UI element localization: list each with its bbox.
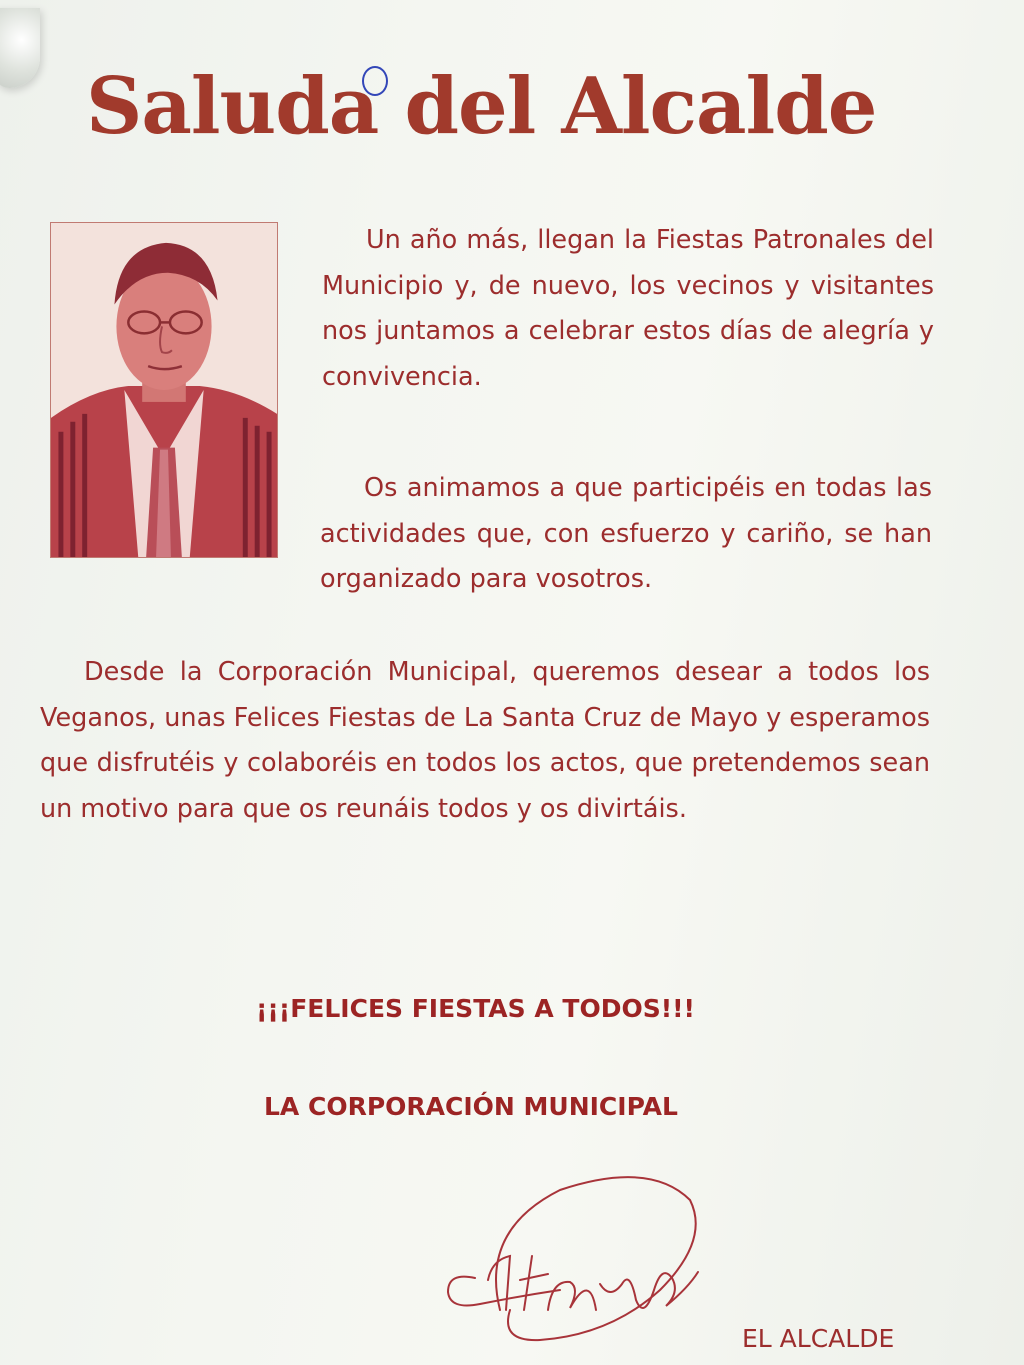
paragraph-invitation: Os animamos a que participéis en todas las actividades que, con esfuerzo y cariño, se han organizado para vosotros. [320, 473, 932, 594]
handwritten-correction-o [362, 66, 388, 96]
signatory-group: LA CORPORACIÓN MUNICIPAL [264, 1092, 678, 1121]
festive-greeting: ¡¡¡FELICES FIESTAS A TODOS!!! [256, 994, 695, 1023]
mayor-portrait [50, 222, 278, 558]
handwritten-signature [440, 1160, 710, 1350]
paragraph-intro: Un año más, llegan la Fiestas Patronales del Municipio y, de nuevo, los vecinos y visitantes nos juntamos a celebrar estos días de alegría y convivencia. [322, 225, 934, 392]
paragraph-wishes: Desde la Corporación Municipal, queremos desear a todos los Veganos, unas Felices Fiestas de La Santa Cruz de Mayo y esperamos que disfrutéis y colaboréis en todos los actos, que pretendemos sean un motivo para que os reunáis todos y os divirtáis. [40, 657, 930, 824]
page-title: Saluda del Alcalde [86, 61, 877, 152]
signatory-role: EL ALCALDE [742, 1324, 895, 1353]
pushpin [0, 8, 40, 88]
